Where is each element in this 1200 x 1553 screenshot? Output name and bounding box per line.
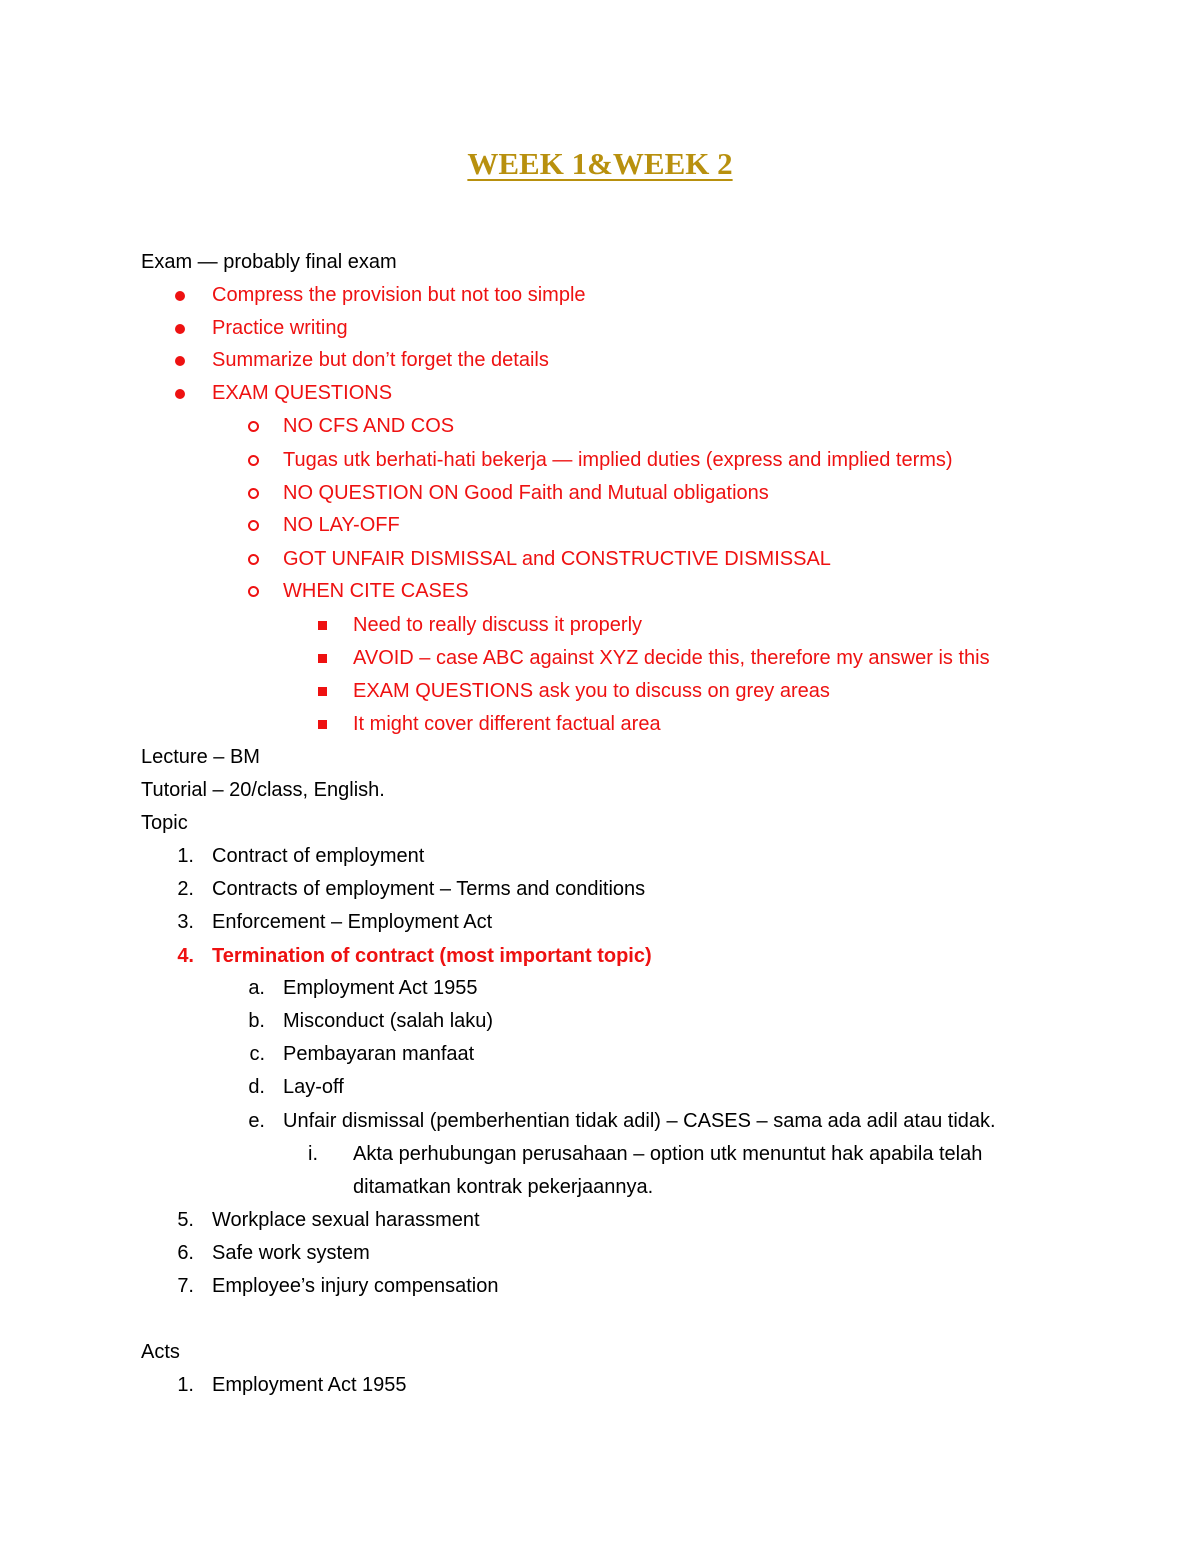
- list-letter: e.: [248, 1110, 265, 1132]
- bullet-square-icon: [318, 642, 327, 675]
- exam-heading: Exam — probably final exam: [141, 251, 397, 273]
- exam-bullet: EXAM QUESTIONS: [212, 382, 393, 404]
- list-number: 3.: [177, 911, 194, 933]
- termination-sub-item: Lay-off: [283, 1076, 344, 1098]
- bullet-dot-icon: [175, 344, 185, 377]
- bullet-dot-icon: [175, 377, 185, 410]
- bullet-ring-icon: [248, 575, 259, 608]
- unfair-sub-item-line1: Akta perhubungan perusahaan – option utk menuntut hak apabila telah: [353, 1143, 983, 1165]
- acts-heading: Acts: [141, 1341, 180, 1363]
- exam-question-item: GOT UNFAIR DISMISSAL and CONSTRUCTIVE DISMISSAL: [283, 548, 831, 570]
- termination-sub-item: Misconduct (salah laku): [283, 1010, 494, 1032]
- exam-bullet: Practice writing: [212, 317, 348, 339]
- page-title: WEEK 1&WEEK 2: [467, 146, 733, 181]
- exam-bullet: Summarize but don’t forget the details: [212, 349, 549, 371]
- list-roman: i.: [308, 1143, 318, 1165]
- topic-item: Enforcement – Employment Act: [212, 911, 493, 933]
- list-letter: c.: [249, 1043, 265, 1065]
- cite-cases-item: AVOID – case ABC against XYZ decide this, therefore my answer is this: [353, 647, 990, 669]
- bullet-dot-icon: [175, 312, 185, 345]
- cite-cases-item: It might cover different factual area: [353, 713, 661, 735]
- unfair-sub-item-line2: ditamatkan kontrak pekerjaannya.: [353, 1176, 654, 1198]
- topic-item: Contract of employment: [212, 845, 425, 867]
- exam-bullet: Compress the provision but not too simple: [212, 284, 586, 306]
- act-item: Employment Act 1955: [212, 1374, 407, 1396]
- list-letter: a.: [248, 977, 265, 999]
- list-letter: d.: [248, 1076, 265, 1098]
- bullet-ring-icon: [248, 509, 259, 542]
- list-letter: b.: [248, 1010, 265, 1032]
- bullet-square-icon: [318, 708, 327, 741]
- termination-sub-item: Pembayaran manfaat: [283, 1043, 475, 1065]
- bullet-ring-icon: [248, 477, 259, 510]
- bullet-ring-icon: [248, 444, 259, 477]
- topic-item: Safe work system: [212, 1242, 370, 1264]
- termination-sub-item: Unfair dismissal (pemberhentian tidak adil) – CASES – sama ada adil atau tidak.: [283, 1110, 996, 1132]
- lecture-line: Lecture – BM: [141, 746, 260, 768]
- exam-question-item: Tugas utk berhati-hati bekerja — implied duties (express and implied terms): [283, 449, 953, 471]
- list-number: 7.: [177, 1275, 194, 1297]
- bullet-ring-icon: [248, 410, 259, 443]
- topic-item: Contracts of employment – Terms and conditions: [212, 878, 646, 900]
- bullet-square-icon: [318, 609, 327, 642]
- list-number: 6.: [177, 1242, 194, 1264]
- topic-heading: Topic: [141, 812, 188, 834]
- bullet-ring-icon: [248, 543, 259, 576]
- list-number: 1.: [177, 845, 194, 867]
- list-number: 5.: [177, 1209, 194, 1231]
- termination-sub-item: Employment Act 1955: [283, 977, 478, 999]
- list-number: 1.: [177, 1374, 194, 1396]
- cite-cases-item: EXAM QUESTIONS ask you to discuss on grey areas: [353, 680, 830, 702]
- bullet-dot-icon: [175, 279, 185, 312]
- cite-cases-item: Need to really discuss it properly: [353, 614, 643, 636]
- tutorial-line: Tutorial – 20/class, English.: [141, 779, 385, 801]
- exam-question-item: NO QUESTION ON Good Faith and Mutual obligations: [283, 482, 769, 504]
- bullet-square-icon: [318, 675, 327, 708]
- exam-question-item: WHEN CITE CASES: [283, 580, 469, 602]
- topic-item: Employee’s injury compensation: [212, 1275, 499, 1297]
- topic-item-highlighted: Termination of contract (most important topic): [212, 945, 652, 967]
- topic-item: Workplace sexual harassment: [212, 1209, 480, 1231]
- exam-question-item: NO LAY-OFF: [283, 514, 400, 536]
- list-number: 2.: [177, 878, 194, 900]
- exam-question-item: NO CFS AND COS: [283, 415, 455, 437]
- list-number: 4.: [177, 945, 194, 967]
